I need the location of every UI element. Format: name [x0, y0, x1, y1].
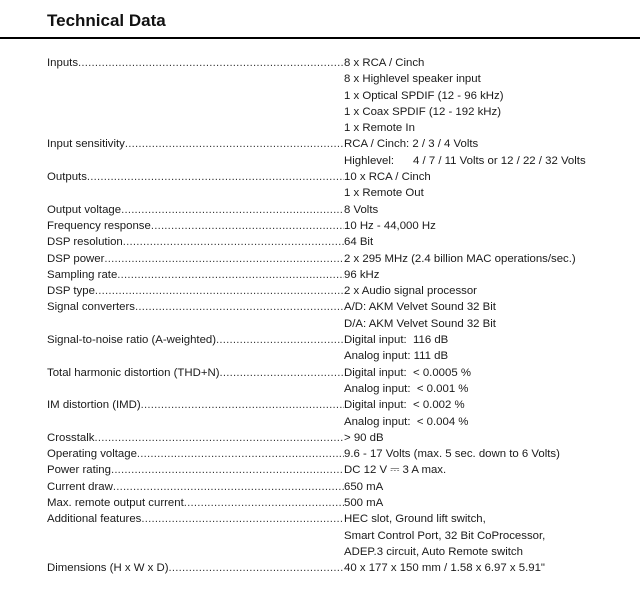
spec-row	[47, 479, 627, 495]
spec-label: Outputs	[47, 171, 87, 184]
spec-value-cell	[344, 495, 627, 511]
dot-leader	[78, 55, 344, 71]
spec-value: Digital input: 116 dB	[344, 334, 449, 347]
spec-row	[47, 511, 627, 560]
spec-label-cell	[47, 430, 344, 446]
spec-label: Input sensitivity	[47, 138, 125, 151]
page-title: Technical Data	[47, 11, 166, 30]
dot-leader	[135, 299, 344, 315]
spec-row	[47, 202, 627, 218]
spec-row	[47, 446, 627, 462]
spec-value: 10 Hz - 44,000 Hz	[344, 219, 436, 232]
spec-row	[47, 462, 627, 478]
spec-label: Power rating	[47, 464, 111, 477]
spec-label: DSP type	[47, 285, 95, 298]
spec-label: Frequency response	[47, 219, 151, 232]
spec-row	[47, 495, 627, 511]
spec-row	[47, 169, 627, 202]
spec-value: 9.6 - 17 Volts (max. 5 sec. down to 6 Volts)	[344, 448, 560, 461]
spec-label: IM distortion (IMD)	[47, 399, 141, 412]
spec-label-cell	[47, 511, 344, 560]
spec-value-cell	[344, 560, 627, 576]
dot-leader	[104, 251, 344, 267]
spec-value: Digital input: < 0.0005 %	[344, 366, 471, 379]
spec-value: 1 x Remote Out	[344, 187, 424, 200]
spec-value-cell	[344, 251, 627, 267]
spec-value-cell	[344, 365, 627, 398]
spec-value: Smart Control Port, 32 Bit CoProcessor,	[344, 529, 546, 542]
dot-leader	[111, 462, 344, 478]
spec-row	[47, 365, 627, 398]
spec-label: Current draw	[47, 480, 113, 493]
spec-value: Digital input: < 0.002 %	[344, 399, 465, 412]
spec-value-cell	[344, 169, 627, 202]
dot-leader	[125, 136, 344, 152]
spec-label-cell	[47, 462, 344, 478]
spec-label-cell	[47, 218, 344, 234]
spec-value: 1 x Remote In	[344, 122, 415, 135]
dot-leader	[220, 365, 345, 381]
spec-value: 500 mA	[344, 497, 384, 510]
spec-value: Analog input: 111 dB	[344, 350, 449, 363]
spec-value: > 90 dB	[344, 431, 384, 444]
spec-value: Highlevel: 4 / 7 / 11 Volts or 12 / 22 / 32 Volts	[344, 154, 586, 167]
dot-leader	[151, 218, 344, 234]
spec-label: Signal-to-noise ratio (A-weighted)	[47, 334, 217, 347]
spec-value: A/D: AKM Velvet Sound 32 Bit	[344, 301, 496, 314]
spec-value-cell	[344, 283, 627, 299]
spec-label-cell	[47, 560, 344, 576]
spec-label: DSP power	[47, 252, 105, 265]
dot-leader	[184, 495, 344, 511]
spec-value-cell	[344, 397, 627, 430]
spec-label: Operating voltage	[47, 448, 137, 461]
spec-value: Analog input: < 0.001 %	[344, 382, 469, 395]
dot-leader	[137, 446, 344, 462]
spec-value: DC 12 V ⎓ 3 A max.	[344, 464, 447, 477]
spec-value-cell	[344, 234, 627, 250]
spec-label-cell	[47, 446, 344, 462]
spec-label-cell	[47, 397, 344, 430]
spec-row	[47, 332, 627, 365]
dot-leader	[94, 430, 344, 446]
spec-label: Inputs	[47, 57, 79, 69]
spec-row	[47, 251, 627, 267]
spec-value-cell	[344, 136, 627, 169]
spec-label-cell	[47, 267, 344, 283]
spec-label: DSP resolution	[47, 236, 123, 249]
dot-leader	[141, 397, 344, 413]
spec-row	[47, 560, 627, 576]
spec-value-cell	[344, 462, 627, 478]
spec-value-cell	[344, 202, 627, 218]
title-divider	[0, 37, 640, 39]
spec-label-cell	[47, 234, 344, 250]
spec-value: 8 x RCA / Cinch	[344, 57, 425, 69]
spec-table	[47, 55, 627, 577]
spec-label-cell	[47, 332, 344, 365]
spec-value: 8 Volts	[344, 203, 379, 216]
spec-label: Signal converters	[47, 301, 136, 314]
spec-row	[47, 136, 627, 169]
dot-leader	[141, 511, 344, 527]
spec-value: D/A: AKM Velvet Sound 32 Bit	[344, 317, 496, 330]
dot-leader	[169, 560, 344, 576]
spec-value-cell	[344, 511, 627, 560]
spec-label-cell	[47, 495, 344, 511]
spec-label-cell	[47, 136, 344, 169]
spec-label: Additional features	[47, 513, 142, 526]
spec-value-cell	[344, 332, 627, 365]
dot-leader	[87, 169, 344, 185]
spec-value-cell	[344, 218, 627, 234]
spec-value-cell	[344, 299, 627, 332]
spec-label-cell	[47, 55, 344, 136]
spec-value-cell	[344, 446, 627, 462]
spec-value: 64 Bit	[344, 236, 374, 249]
spec-value-cell	[344, 267, 627, 283]
spec-value: 8 x Highlevel speaker input	[344, 73, 481, 86]
dot-leader	[113, 479, 344, 495]
dot-leader	[117, 267, 344, 283]
spec-row	[47, 299, 627, 332]
spec-label: Max. remote output current	[47, 497, 184, 510]
spec-value-cell	[344, 479, 627, 495]
spec-value: 40 x 177 x 150 mm / 1.58 x 6.97 x 5.91"	[344, 562, 545, 575]
spec-value: 10 x RCA / Cinch	[344, 171, 431, 184]
spec-label-cell	[47, 283, 344, 299]
spec-label-cell	[47, 479, 344, 495]
spec-value: Analog input: < 0.004 %	[344, 415, 469, 428]
spec-label: Output voltage	[47, 203, 122, 216]
spec-label-cell	[47, 299, 344, 332]
dot-leader	[123, 234, 344, 250]
spec-row	[47, 283, 627, 299]
dot-leader	[216, 332, 344, 348]
spec-value: 1 x Optical SPDIF (12 - 96 kHz)	[344, 89, 504, 102]
dot-leader	[95, 283, 344, 299]
spec-value-cell	[344, 430, 627, 446]
spec-value: RCA / Cinch: 2 / 3 / 4 Volts	[344, 138, 479, 151]
spec-row	[47, 218, 627, 234]
spec-label-cell	[47, 251, 344, 267]
spec-value: HEC slot, Ground lift switch,	[344, 513, 486, 526]
spec-label: Sampling rate	[47, 268, 118, 281]
spec-row	[47, 267, 627, 283]
spec-value: 96 kHz	[344, 268, 380, 281]
spec-label: Dimensions (H x W x D)	[47, 562, 169, 575]
spec-label: Crosstalk	[47, 431, 95, 444]
spec-label-cell	[47, 365, 344, 398]
spec-value: ADEP.3 circuit, Auto Remote switch	[344, 545, 523, 558]
spec-row	[47, 397, 627, 430]
spec-value: 2 x 295 MHz (2.4 billion MAC operations/sec.)	[344, 252, 576, 265]
spec-value: 1 x Coax SPDIF (12 - 192 kHz)	[344, 105, 501, 118]
spec-row	[47, 430, 627, 446]
spec-label-cell	[47, 202, 344, 218]
dot-leader	[121, 202, 344, 218]
spec-label-cell	[47, 169, 344, 202]
spec-value-cell	[344, 55, 627, 136]
spec-label: Total harmonic distortion (THD+N)	[47, 366, 220, 379]
spec-row	[47, 55, 627, 136]
spec-row	[47, 234, 627, 250]
spec-value: 2 x Audio signal processor	[344, 285, 477, 298]
spec-value: 650 mA	[344, 480, 384, 493]
